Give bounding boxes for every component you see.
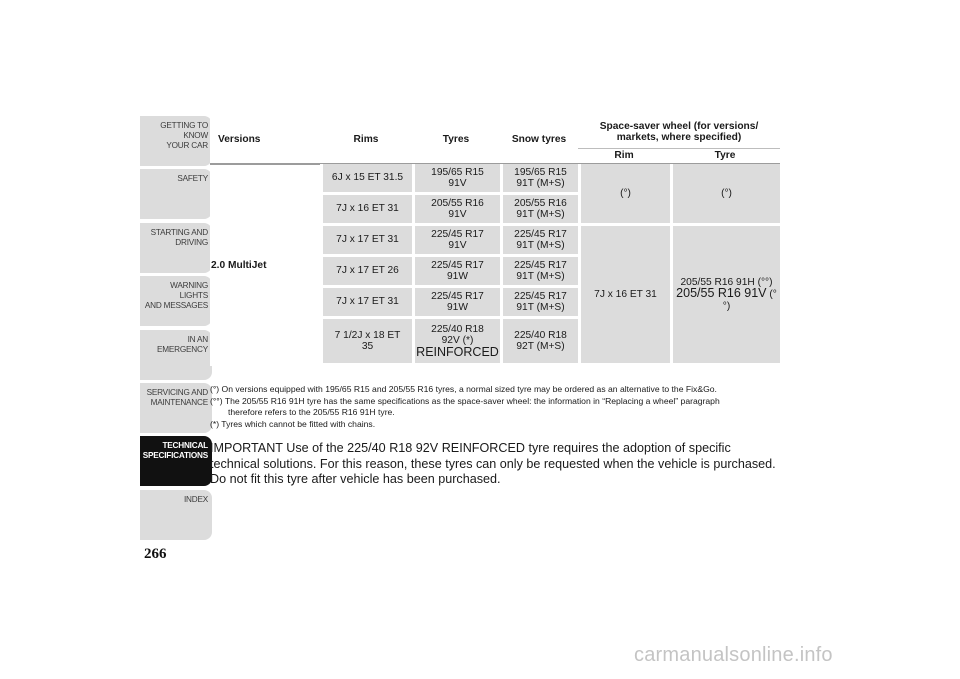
- space-saver-rim-cell: (°): [578, 164, 670, 226]
- header-tyres: Tyres: [412, 116, 500, 164]
- tab-index[interactable]: [140, 490, 212, 540]
- tyre-cell: 195/65 R15 91V: [412, 164, 500, 195]
- tab-label: GETTING TO KNOW YOUR CAR: [160, 121, 208, 150]
- tab-servicing-and-maintenance[interactable]: [140, 383, 212, 433]
- tyre-spec-table: [210, 116, 780, 366]
- tab-label: SERVICING AND MAINTENANCE: [146, 387, 208, 407]
- tyre-cell: [412, 319, 500, 366]
- header-rims: Rims: [320, 116, 412, 164]
- page-number: 266: [144, 546, 167, 562]
- tab-starting-and-driving[interactable]: [140, 223, 212, 273]
- tab-label: WARNING LIGHTS AND MESSAGES: [144, 281, 208, 311]
- snow-tyre-cell: 225/45 R17 91T (M+S): [500, 257, 578, 288]
- rim-cell: 7J x 17 ET 31: [320, 288, 412, 319]
- tab-label: TECHNICAL SPECIFICATIONS: [142, 441, 208, 461]
- rim-cell: 6J x 15 ET 31.5: [320, 164, 412, 195]
- tyre-reinforced: REINFORCED: [416, 344, 499, 359]
- rim-cell: 7J x 16 ET 31: [320, 195, 412, 226]
- header-tyre: Tyre: [670, 149, 780, 164]
- rim-cell: 7 1/2J x 18 ET 35: [320, 319, 412, 366]
- table-row: [210, 164, 780, 195]
- snow-tyre-cell: 225/45 R17 91T (M+S): [500, 226, 578, 257]
- chapter-sidebar: [140, 116, 212, 543]
- footnote-continued: therefore refers to the 205/55 R16 91H tyre.: [228, 407, 395, 417]
- header-snow-tyres: Snow tyres: [500, 116, 578, 164]
- tab-warning-lights[interactable]: [140, 276, 212, 326]
- tab-label: SAFETY: [177, 174, 208, 184]
- header-space-saver: Space-saver wheel (for versions/ markets, where specified): [578, 116, 780, 149]
- header-rim: Rim: [578, 149, 670, 164]
- snow-tyre-cell: 195/65 R15 91T (M+S): [500, 164, 578, 195]
- version-cell: 2.0 MultiJet: [210, 164, 320, 366]
- important-note: IMPORTANT Use of the 225/40 R18 92V REINFORCED tyre requires the adoption of specific technical solutions. For this reason, these tyres can only be requested when the vehicle is purchased. Do not fit this tyre after vehicle has been purchased.: [210, 441, 776, 486]
- tyre-line: 92V (*): [441, 335, 474, 347]
- tyre-cell: 225/45 R17 91W: [412, 288, 500, 319]
- space-saver-tyre-91h: 205/55 R16 91H: [680, 276, 755, 288]
- footnote: (*) Tyres which cannot be fitted with chains.: [210, 418, 376, 429]
- watermark: carmanualsonline.info: [634, 644, 833, 666]
- snow-tyre-cell: 225/45 R17 91T (M+S): [500, 288, 578, 319]
- tab-label: STARTING AND DRIVING: [150, 227, 208, 247]
- tab-label: INDEX: [183, 494, 208, 504]
- footnotes: [210, 384, 780, 430]
- tab-technical-specifications[interactable]: [140, 436, 212, 486]
- tab-safety[interactable]: [140, 169, 212, 219]
- tyre-spec-table-wrap: [210, 116, 780, 366]
- rim-cell: 7J x 17 ET 26: [320, 257, 412, 288]
- tab-getting-to-know-your-car[interactable]: [140, 116, 212, 166]
- space-saver-tyre-cell: (°): [670, 164, 780, 226]
- tab-in-an-emergency[interactable]: [140, 330, 212, 380]
- note-ref: (°°): [722, 289, 777, 312]
- space-saver-tyre-91v: 205/55 R16 91V: [676, 286, 767, 301]
- space-saver-tyre-cell: [670, 226, 780, 366]
- tab-label: IN AN EMERGENCY: [157, 334, 208, 354]
- note-ref: (°°): [757, 276, 773, 288]
- tyre-cell: 225/45 R17 91V: [412, 226, 500, 257]
- snow-tyre-cell: 225/40 R18 92T (M+S): [500, 319, 578, 366]
- rim-cell: 7J x 17 ET 31: [320, 226, 412, 257]
- space-saver-rim-cell: 7J x 16 ET 31: [578, 226, 670, 366]
- tyre-cell: 225/45 R17 91W: [412, 257, 500, 288]
- tyre-cell: 205/55 R16 91V: [412, 195, 500, 226]
- snow-tyre-cell: 205/55 R16 91T (M+S): [500, 195, 578, 226]
- footnote: (°) On versions equipped with 195/65 R15 and 205/55 R16 tyres, a normal sized tyre may be ordered as an alternative to the Fix&Go.: [210, 384, 717, 394]
- tyre-line: 225/40 R18: [431, 323, 484, 335]
- footnote: (°°) The 205/55 R16 91H tyre has the same specifications as the space-saver wheel: the information in “Replacing a wheel” paragraph: [210, 395, 720, 406]
- header-versions: Versions: [210, 116, 320, 164]
